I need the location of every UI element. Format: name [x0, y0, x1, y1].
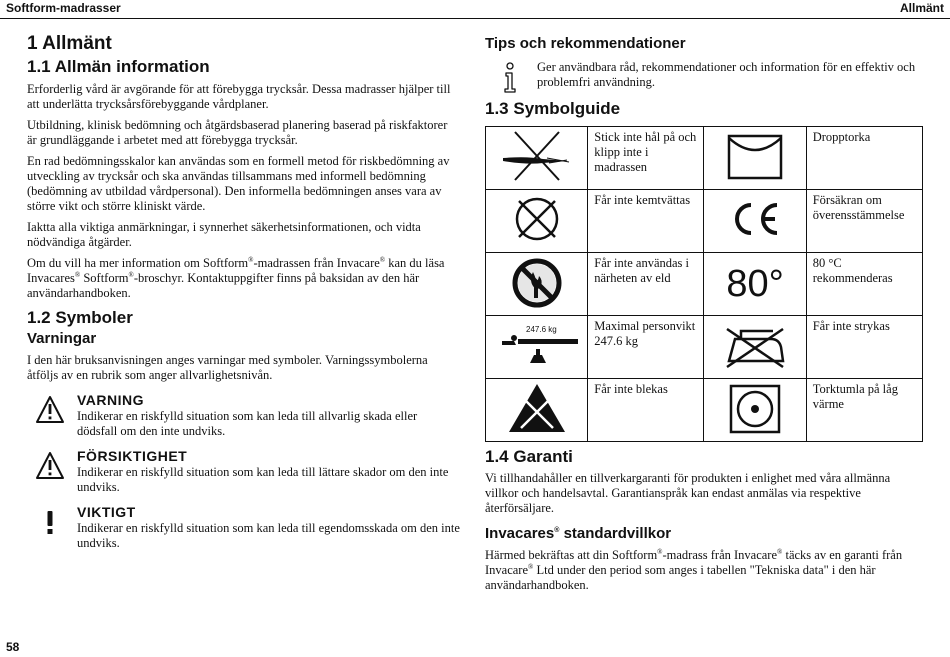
section-1-1-title: 1.1 Allmän information [27, 57, 210, 76]
s11-paragraph-3: En rad bedömningsskalor kan användas som en formell metod för riskbedömning av utveckling av trycksår och ska användas tillsammans med informell bedömning (bedömning av utbildad vårdpersonal). Den informella bedömningen anses vara av större vikt och större kliniskt värde. [27, 154, 450, 213]
symbol-desc: Får inte kemtvättas [588, 190, 704, 253]
tumble-dry-low-icon [715, 380, 795, 436]
table-row [486, 316, 923, 379]
no-fire-icon [497, 254, 577, 310]
caution-text: Indikerar en riskfylld situation som kan leda till lättare skador om den inte undviks. [77, 465, 449, 494]
warranty-text: Vi tillhandahåller en tillverkargaranti för produkten i enlighet med våra allmänna villkor och handelsavtal. Garantianspråk kan endast anmälas via respektive återförsäljare. [485, 471, 891, 515]
section-1-4-title: 1.4 Garanti [485, 447, 573, 466]
table-row [486, 127, 923, 190]
symbol-desc: Stick inte hål på och klipp inte i madrassen [588, 127, 704, 190]
symbol-desc: Dropptorka [806, 127, 922, 190]
warning-title: VARNING [77, 392, 145, 408]
tips-block [485, 60, 925, 90]
ce-mark-icon [715, 191, 795, 247]
drip-dry-icon [715, 128, 795, 184]
tips-text: Ger användbara råd, rekommendationer och information för en effektiv och problemfri användning. [537, 60, 916, 89]
symbol-desc: Torktumla på låg värme [806, 379, 922, 442]
left-column [27, 32, 460, 551]
no-dry-clean-icon [497, 191, 577, 247]
80-degrees-icon: 80° [726, 263, 784, 305]
warning-block [27, 391, 460, 439]
section-1-3-title: 1.3 Symbolguide [485, 99, 621, 118]
important-block [27, 503, 460, 551]
caution-block [27, 447, 460, 495]
warning-triangle-icon [35, 395, 65, 425]
header-title: Softform-madrasser [6, 1, 121, 15]
page-number: 58 [6, 640, 20, 654]
warning-text: Indikerar en riskfylld situation som kan leda till allvarlig skada eller dödsfall om den inte undviks. [77, 409, 418, 438]
info-icon [499, 62, 521, 94]
standard-terms-title: Invacares® standardvillkor [485, 525, 672, 542]
page-header [0, 0, 950, 19]
symbol-desc: Får inte blekas [588, 379, 704, 442]
s11-paragraph-2: Utbildning, klinisk bedömning och åtgärdsbaserad planering baserad på riskfaktorer är grundläggande i arbetet med att förebygga trycksår. [27, 118, 448, 147]
table-row [486, 379, 923, 442]
caution-title: FÖRSIKTIGHET [77, 448, 188, 464]
important-text: Indikerar en riskfylld situation som kan leda till egendomsskada om den inte undviks. [77, 521, 460, 550]
tips-title: Tips och rekommendationer [485, 35, 686, 52]
symbol-desc: Får inte användas i närheten av eld [588, 253, 704, 316]
section-1-2-title: 1.2 Symboler [27, 308, 133, 327]
symbol-desc: 80 °C rekommenderas [806, 253, 922, 316]
chapter-title: 1 Allmänt [27, 33, 112, 54]
s11-paragraph-5: Om du vill ha mer information om Softform®-madrassen från Invacare® kan du läsa Invacares® Softform®-broschyr. Kontaktuppgifter finns på baksidan av den här användarhandboken. [27, 255, 445, 300]
table-row [486, 253, 923, 316]
no-puncture-icon [497, 128, 577, 184]
header-section: Allmänt [899, 1, 944, 15]
symbol-desc: Försäkran om överensstämmelse [806, 190, 922, 253]
symbol-guide-table [485, 126, 923, 442]
standard-terms-text: Härmed bekräftas att din Softform®-madrass från Invacare® täcks av en garanti från Invacare® Ltd under den period som anges i tabellen "Tekniska data" i den här användarhandboken. [485, 547, 903, 592]
exclamation-icon [35, 507, 65, 537]
no-bleach-icon [497, 380, 577, 436]
right-column [485, 34, 925, 593]
s11-paragraph-4: Iaktta alla viktiga anmärkningar, i synnerhet säkerhetsinformationen, och vidta nödvändiga åtgärder. [27, 220, 421, 249]
warnings-subtitle: Varningar [27, 330, 97, 347]
table-row [486, 190, 923, 253]
symbol-desc: Får inte strykas [806, 316, 922, 379]
no-iron-icon [715, 317, 795, 373]
s11-paragraph-1: Erforderlig vård är avgörande för att förebygga trycksår. Dessa madrasser hjälper till att underlätta trycksårsförebyggande vårdplaner. [27, 82, 451, 111]
important-title: VIKTIGT [77, 504, 136, 520]
warning-triangle-icon [35, 451, 65, 481]
max-weight-label: 247.6 kg [526, 325, 557, 334]
symbol-desc: Maximal personvikt 247.6 kg [588, 316, 704, 379]
warnings-intro: I den här bruksanvisningen anges varningar med symboler. Varningssymbolerna åtföljs av en rubrik som anger allvarlighetsnivån. [27, 353, 428, 382]
